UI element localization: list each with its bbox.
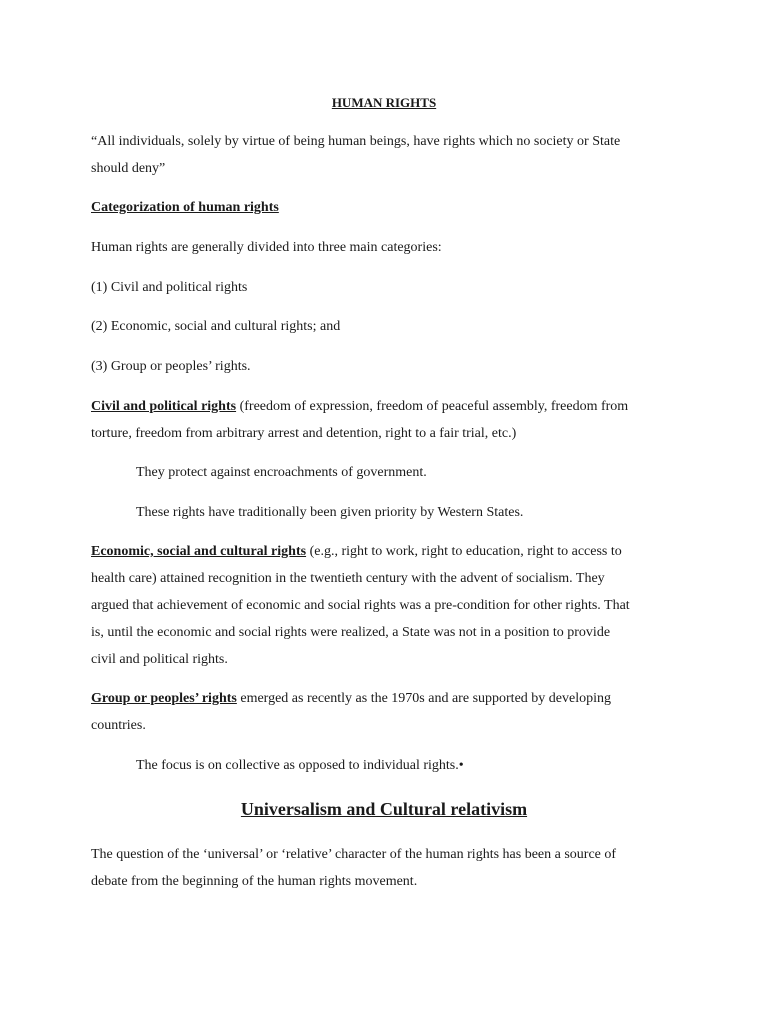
group-term: Group or peoples’ rights [91, 691, 237, 706]
economic-line-1-text: (e.g., right to work, right to education, right to access to [306, 544, 622, 559]
group-note: The focus is on collective as opposed to individual rights.• [136, 758, 464, 773]
civil-term: Civil and political rights [91, 399, 237, 414]
quote-line-1: “All individuals, solely by virtue of being human beings, have rights which no society or State [91, 134, 621, 149]
civil-line-1-text: (freedom of expression, freedom of peaceful assembly, freedom from [236, 399, 629, 414]
category-item-group: (3) Group or peoples’ rights. [91, 359, 251, 374]
universalism-heading: Universalism and Cultural relativism [240, 799, 528, 819]
universalism-line-1: The question of the ‘universal’ or ‘relative’ character of the human rights has been a source of [91, 847, 617, 862]
categorization-heading: Categorization of human rights [91, 200, 279, 215]
group-paragraph-line-2: countries. [91, 718, 146, 733]
category-item-economic: (2) Economic, social and cultural rights; and [91, 319, 341, 334]
economic-paragraph-line-2: health care) attained recognition in the twentieth century with the advent of socialism. They [91, 571, 605, 586]
economic-paragraph-line-5: civil and political rights. [91, 652, 228, 667]
economic-paragraph-line-4: is, until the economic and social rights were realized, a State was not in a position to provide [91, 625, 611, 640]
civil-note-1: They protect against encroachments of government. [136, 465, 427, 480]
categorization-intro: Human rights are generally divided into three main categories: [91, 240, 442, 255]
category-item-civil: (1) Civil and political rights [91, 280, 248, 295]
quote-line-2: should deny” [91, 161, 166, 176]
economic-term: Economic, social and cultural rights [91, 544, 307, 559]
civil-paragraph-line-1 [91, 399, 628, 415]
economic-paragraph-line-1 [91, 544, 622, 560]
group-line-1-text: emerged as recently as the 1970s and are supported by developing [236, 691, 611, 706]
economic-paragraph-line-3: argued that achievement of economic and social rights was a pre-condition for other rights. That [91, 598, 630, 613]
document-title: HUMAN RIGHTS [331, 95, 437, 110]
group-paragraph-line-1 [91, 691, 611, 707]
civil-note-2: These rights have traditionally been given priority by Western States. [136, 505, 524, 520]
civil-paragraph-line-2: torture, freedom from arbitrary arrest and detention, right to a fair trial, etc.) [91, 426, 517, 441]
universalism-line-2: debate from the beginning of the human rights movement. [91, 874, 418, 889]
